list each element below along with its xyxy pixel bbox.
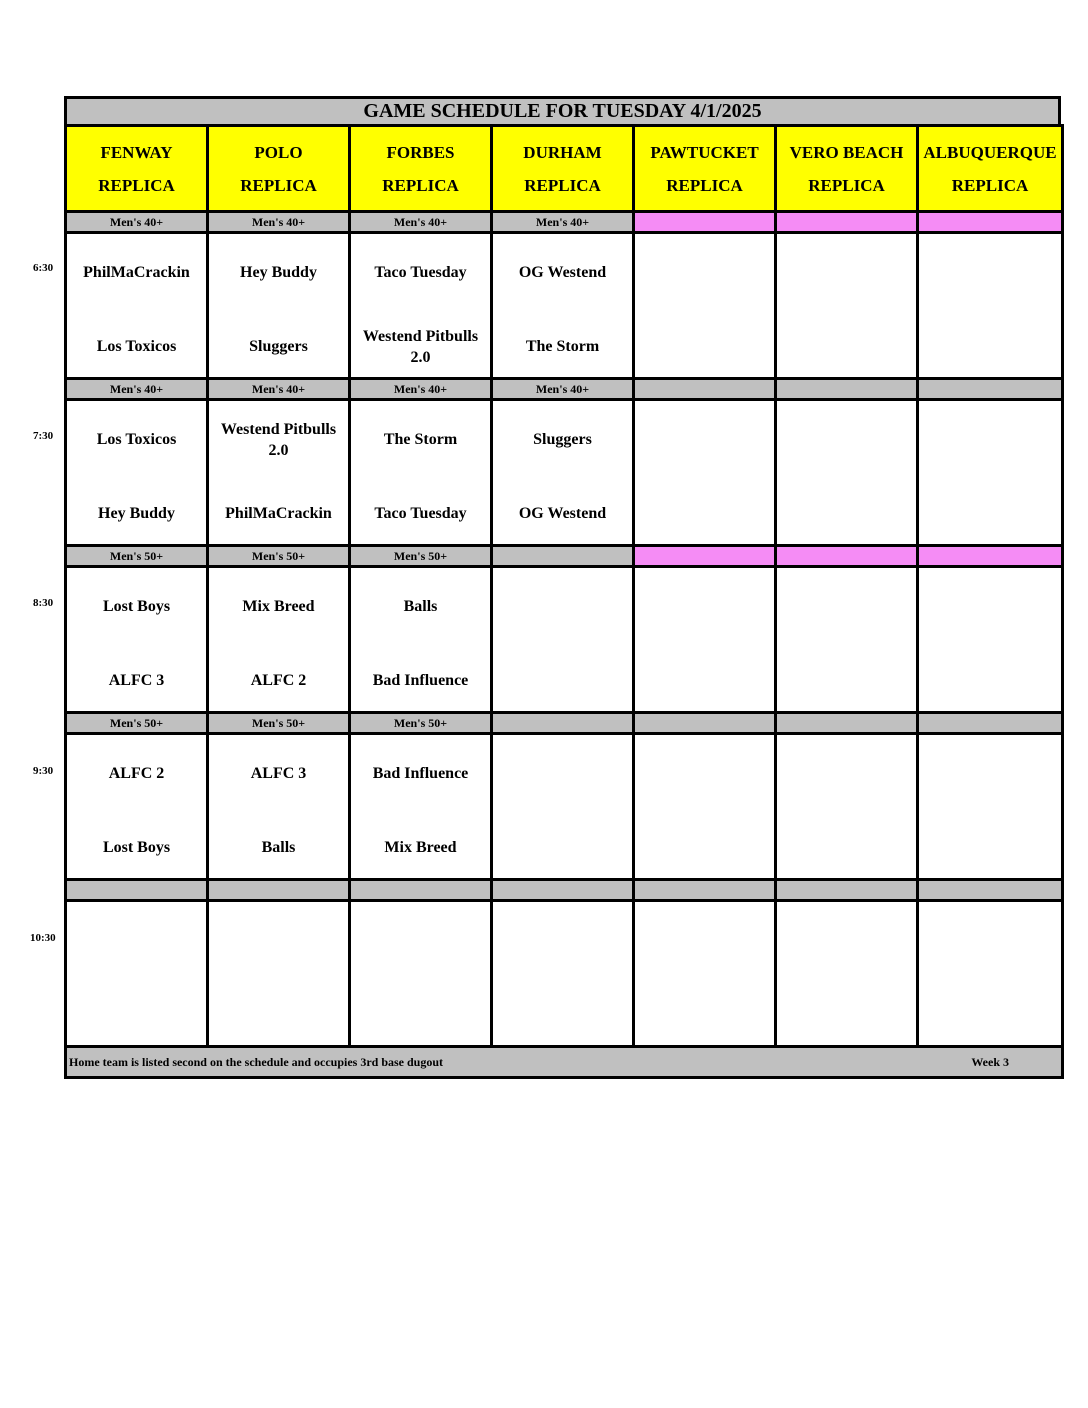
away-team [351,918,490,964]
division-row [66,546,1063,567]
division-label [492,546,634,567]
game-cell [66,400,208,546]
field-sub: REPLICA [240,175,317,195]
away-team: Sluggers [533,431,592,448]
home-team [635,825,774,871]
division-label: Men's 40+ [66,379,208,400]
away-team: Hey Buddy [240,264,317,281]
schedule-title: GAME SCHEDULE FOR TUESDAY 4/1/2025 [64,96,1061,124]
division-label [776,713,918,734]
away-team [919,918,1061,964]
away-team [919,751,1061,797]
division-label [208,880,350,901]
game-cell [492,233,634,379]
home-team: Hey Buddy [98,505,175,522]
footer-row [66,1047,1063,1078]
schedule-grid [64,124,1064,1079]
game-cell [350,400,492,546]
home-team [635,992,774,1038]
division-label: Men's 40+ [208,379,350,400]
game-row [66,567,1063,713]
division-label: Men's 50+ [66,713,208,734]
home-team: OG Westend [518,505,607,522]
division-label: Men's 40+ [492,212,634,233]
division-label: Men's 40+ [66,212,208,233]
game-cell [66,233,208,379]
home-team [777,825,916,871]
game-cell [350,734,492,880]
away-team [777,417,916,463]
field-name: ALBUQUERQUE [923,142,1057,162]
game-cell [492,400,634,546]
home-team [635,324,774,370]
away-team: Taco Tuesday [374,264,467,281]
division-label [66,880,208,901]
game-cell [776,400,918,546]
division-label [918,713,1063,734]
division-label: Men's 40+ [208,212,350,233]
division-label [918,212,1063,233]
division-label [634,212,776,233]
game-cell [918,567,1063,713]
game-cell [776,734,918,880]
home-team [777,324,916,370]
division-label: Men's 50+ [208,546,350,567]
field-name: FENWAY [100,142,173,162]
division-label [776,880,918,901]
home-team [209,992,348,1038]
home-team: Balls [261,839,296,856]
field-name: POLO [254,142,303,162]
field-header [776,126,918,212]
away-team [493,918,632,964]
away-team [67,918,206,964]
field-sub: REPLICA [951,175,1029,195]
game-cell [634,901,776,1047]
game-cell [66,734,208,880]
away-team [919,250,1061,296]
division-label [350,880,492,901]
away-team [635,751,774,797]
division-label: Men's 40+ [492,379,634,400]
home-team: ALFC 2 [250,672,307,689]
division-label [634,379,776,400]
home-team: Westend Pitbulls 2.0 [362,327,479,366]
division-label [634,880,776,901]
home-team: PhilMaCrackin [225,505,332,522]
division-label [776,212,918,233]
field-header-row [66,126,1063,212]
game-cell [776,901,918,1047]
schedule-sheet [64,96,1061,1079]
home-team [493,658,632,704]
game-cell [918,901,1063,1047]
home-team [493,825,632,871]
away-team [635,584,774,630]
home-team [919,658,1061,704]
game-cell [208,901,350,1047]
game-cell [208,567,350,713]
week-label: Week 3 [971,1054,1009,1069]
away-team [635,250,774,296]
footer-cell [66,1047,1063,1078]
game-row [66,734,1063,880]
away-team: ALFC 3 [250,765,307,782]
field-sub: REPLICA [524,175,601,195]
away-team: PhilMaCrackin [83,264,190,281]
away-team [919,584,1061,630]
field-name: PAWTUCKET [650,142,759,162]
away-team [777,584,916,630]
home-team: Sluggers [249,338,308,355]
field-name: FORBES [386,142,455,162]
division-row [66,379,1063,400]
division-label [492,880,634,901]
away-team [777,918,916,964]
game-cell [918,734,1063,880]
away-team [493,751,632,797]
division-label [634,546,776,567]
time-label: 10:30 [30,932,56,944]
home-team [777,992,916,1038]
away-team [919,417,1061,463]
division-label: Men's 40+ [350,212,492,233]
footer-note: Home team is listed second on the schedule and occupies 3rd base dugout [69,1054,444,1069]
home-team [919,825,1061,871]
home-team [635,658,774,704]
field-header [208,126,350,212]
division-label: Men's 50+ [350,713,492,734]
home-team: Los Toxicos [96,338,177,355]
game-cell [918,233,1063,379]
field-sub: REPLICA [666,175,743,195]
game-cell [350,901,492,1047]
game-cell [208,734,350,880]
division-label [776,379,918,400]
division-label [918,379,1063,400]
division-label [634,713,776,734]
field-header [492,126,634,212]
game-row [66,901,1063,1047]
game-cell [776,567,918,713]
away-team [209,918,348,964]
away-team [493,584,632,630]
field-header [66,126,208,212]
game-cell [350,233,492,379]
away-team: Los Toxicos [96,431,177,448]
time-label: 9:30 [33,765,54,777]
division-row [66,713,1063,734]
time-label: 6:30 [33,262,54,274]
field-sub: REPLICA [808,175,885,195]
game-cell [208,233,350,379]
division-label [918,880,1063,901]
home-team [493,992,632,1038]
away-team: ALFC 2 [108,765,165,782]
home-team: The Storm [525,338,600,355]
time-label: 7:30 [33,430,54,442]
away-team [635,918,774,964]
division-row [66,880,1063,901]
field-sub: REPLICA [382,175,459,195]
away-team: Balls [403,598,438,615]
home-team [777,658,916,704]
home-team [351,992,490,1038]
game-cell [66,567,208,713]
game-cell [350,567,492,713]
field-header [918,126,1063,212]
game-cell [492,567,634,713]
home-team: Bad Influence [372,672,469,689]
away-team [777,250,916,296]
home-team: Mix Breed [384,839,457,856]
field-header [350,126,492,212]
division-label: Men's 50+ [350,546,492,567]
away-team [635,417,774,463]
game-cell [634,567,776,713]
game-cell [776,233,918,379]
home-team: ALFC 3 [108,672,165,689]
away-team [777,751,916,797]
game-cell [492,734,634,880]
away-team: Mix Breed [242,598,315,615]
home-team: Lost Boys [102,839,171,856]
home-team [919,992,1061,1038]
field-name: VERO BEACH [789,142,904,162]
home-team: Taco Tuesday [374,505,467,522]
game-cell [918,400,1063,546]
game-cell [66,901,208,1047]
away-team: Bad Influence [372,765,469,782]
division-label: Men's 50+ [208,713,350,734]
home-team [777,491,916,537]
division-label [776,546,918,567]
field-header [634,126,776,212]
game-cell [492,901,634,1047]
field-sub: REPLICA [98,175,175,195]
field-name: DURHAM [523,142,602,162]
game-cell [208,400,350,546]
division-label: Men's 50+ [66,546,208,567]
home-team [635,491,774,537]
away-team: Lost Boys [102,598,171,615]
game-row [66,400,1063,546]
game-cell [634,233,776,379]
time-label: 8:30 [33,597,54,609]
home-team [67,992,206,1038]
away-team: OG Westend [518,264,607,281]
game-cell [634,400,776,546]
home-team [919,324,1061,370]
game-row [66,233,1063,379]
home-team [919,491,1061,537]
division-row [66,212,1063,233]
division-label [492,713,634,734]
game-cell [634,734,776,880]
division-label: Men's 40+ [350,379,492,400]
away-team: Westend Pitbulls 2.0 [220,420,337,459]
division-label [918,546,1063,567]
away-team: The Storm [383,431,458,448]
